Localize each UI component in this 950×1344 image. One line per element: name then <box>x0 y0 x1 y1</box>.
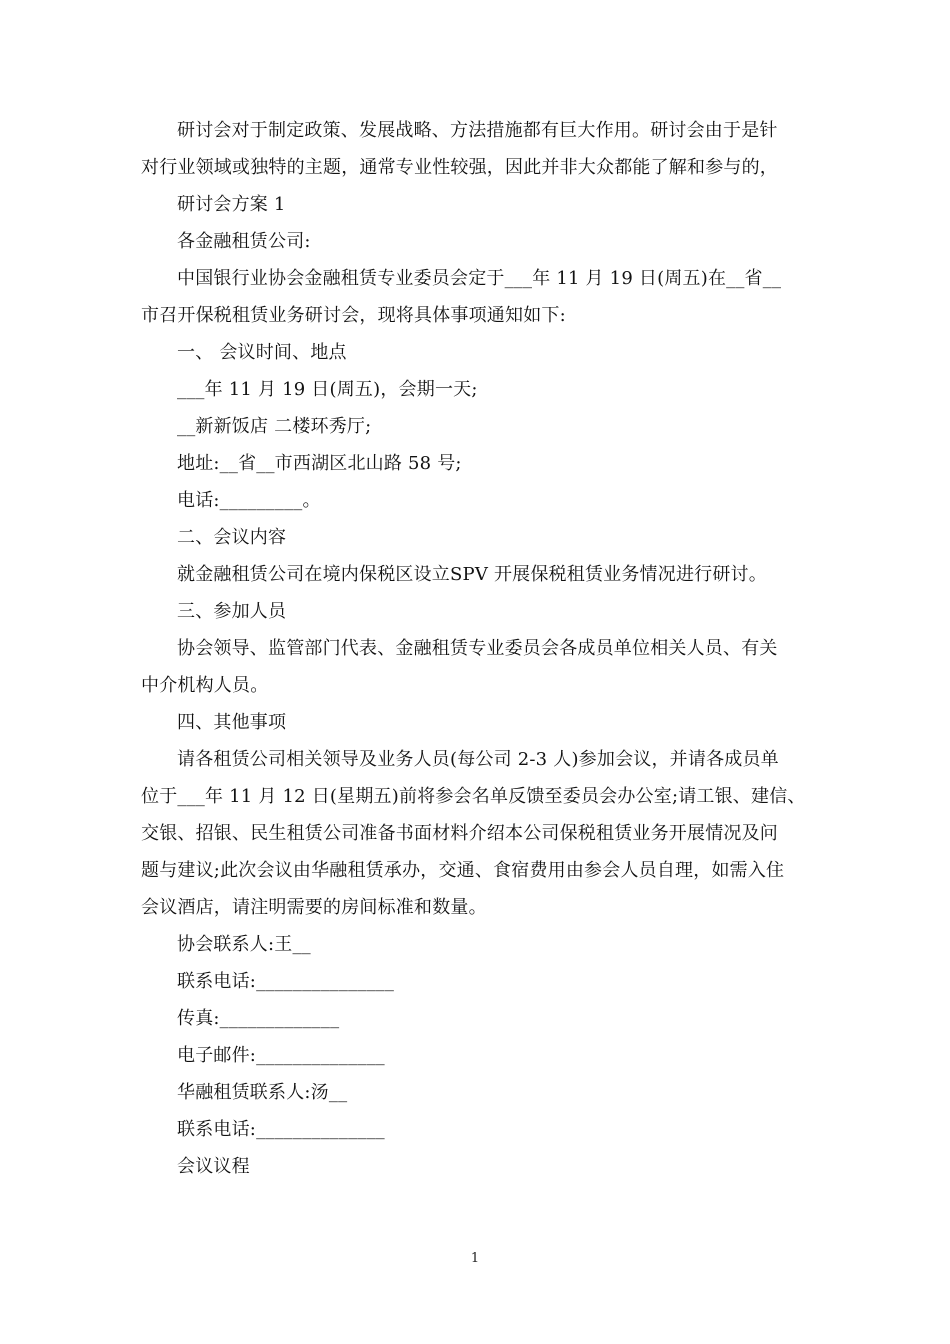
section-heading-content: 二、会议内容 <box>177 527 287 548</box>
meeting-date: ___年 11 月 19 日(周五)，会期一天; <box>177 379 478 400</box>
meeting-content: 就金融租赁公司在境内保税区设立SPV 开展保税租赁业务情况进行研讨。 <box>177 564 767 585</box>
other-line-5: 会议酒店，请注明需要的房间标准和数量。 <box>141 897 487 918</box>
other-line-1: 请各租赁公司相关领导及业务人员(每公司 2-3 人)参加会议，并请各成员单 <box>177 749 779 770</box>
salutation: 各金融租赁公司: <box>177 231 311 252</box>
attendees-line-1: 协会领导、监管部门代表、金融租赁专业委员会各成员单位相关人员、有关 <box>177 638 778 659</box>
association-contact: 协会联系人:王__ <box>177 934 311 955</box>
paragraph-intro-line-1: 研讨会对于制定政策、发展战略、方法措施都有巨大作用。研讨会由于是针 <box>177 120 778 141</box>
plan-title: 研讨会方案 1 <box>177 194 286 215</box>
document-body <box>141 112 816 1185</box>
paragraph-intro-line-2: 对行业领域或独特的主题，通常专业性较强，因此并非大众都能了解和参与的， <box>141 157 778 178</box>
other-line-3: 交银、招银、民生租赁公司准备书面材料介绍本公司保税租赁业务开展情况及问 <box>141 823 778 844</box>
huarong-phone: 联系电话:______________ <box>177 1119 385 1140</box>
meeting-phone: 电话:_________。 <box>177 490 321 511</box>
email-line: 电子邮件:______________ <box>177 1045 385 1066</box>
notice-line-2: 市召开保税租赁业务研讨会，现将具体事项通知如下: <box>141 305 566 326</box>
page-number: 1 <box>470 1251 480 1266</box>
section-heading-other: 四、其他事项 <box>177 712 287 733</box>
meeting-address: 地址:__省__市西湖区北山路 58 号; <box>177 453 462 474</box>
association-phone: 联系电话:_______________ <box>177 971 395 992</box>
meeting-venue: __新新饭店 二楼环秀厅; <box>177 416 372 437</box>
notice-line-1: 中国银行业协会金融租赁专业委员会定于___年 11 月 19 日(周五)在__省__ <box>177 268 782 289</box>
section-heading-attendees: 三、参加人员 <box>177 601 287 622</box>
other-line-2: 位于___年 11 月 12 日(星期五)前将参会名单反馈至委员会办公室;请工银、建信、 <box>141 786 806 807</box>
attendees-line-2: 中介机构人员。 <box>141 675 269 696</box>
huarong-contact: 华融租赁联系人:汤__ <box>177 1082 348 1103</box>
fax-line: 传真:_____________ <box>177 1008 340 1029</box>
other-line-4: 题与建议;此次会议由华融租赁承办，交通、食宿费用由参会人员自理，如需入住 <box>141 860 785 881</box>
section-heading-time-place: 一、 会议时间、地点 <box>177 342 347 363</box>
agenda-heading: 会议议程 <box>177 1156 250 1177</box>
